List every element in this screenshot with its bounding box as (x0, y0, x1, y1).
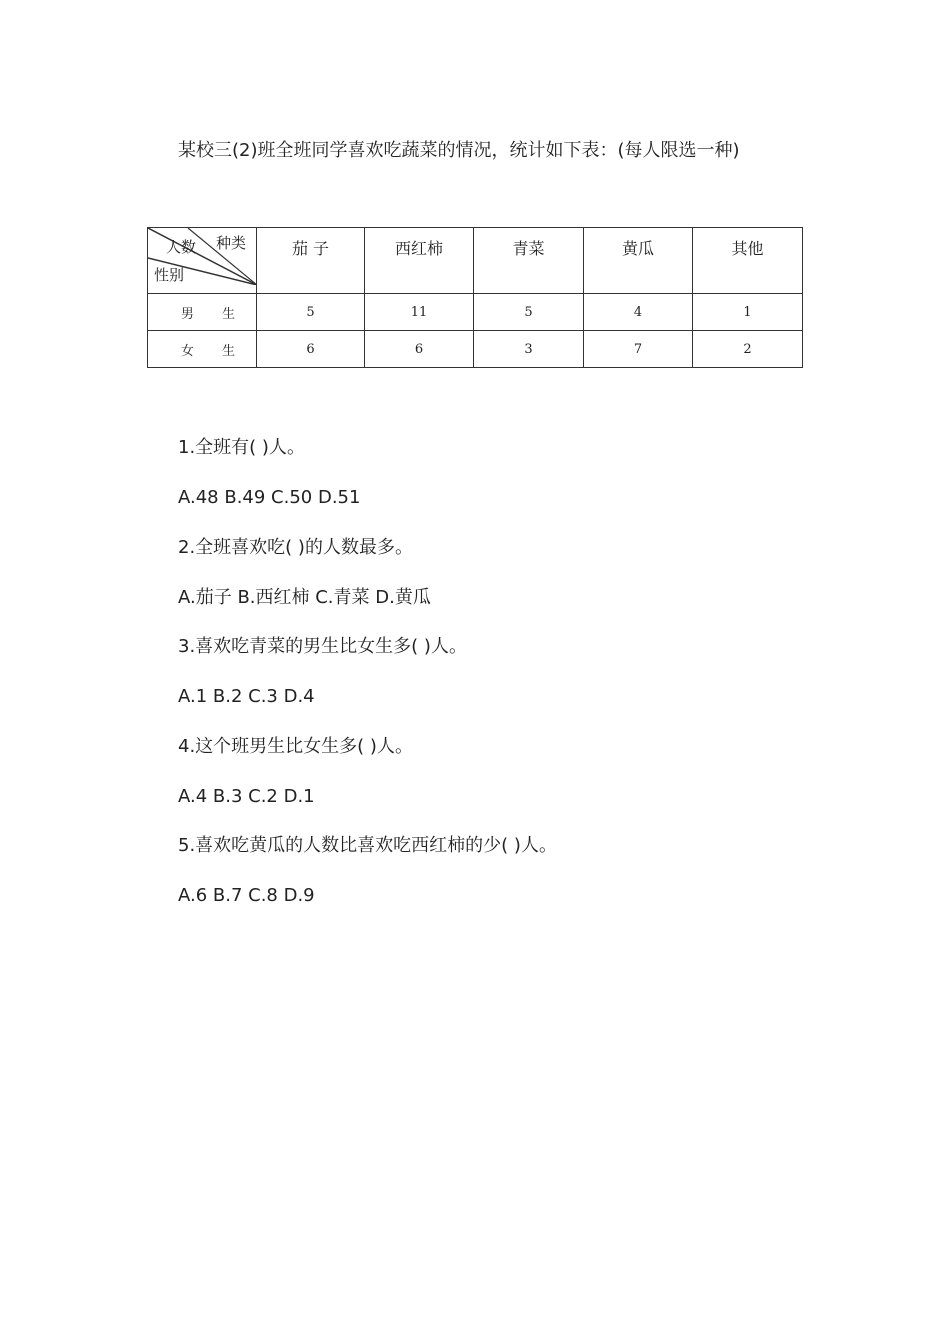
table-cell: 3 (474, 331, 584, 368)
question-4-options: A.4 B.3 C.2 D.1 (178, 786, 315, 807)
table-cell: 1 (693, 294, 803, 331)
table-cell: 5 (257, 294, 365, 331)
table-header-row (148, 228, 803, 294)
column-header: 茄 子 (257, 228, 365, 294)
question-1: 1.全班有( )人。 (178, 437, 305, 458)
question-4: 4.这个班男生比女生多( )人。 (178, 736, 413, 757)
table-cell: 6 (365, 331, 474, 368)
question-3: 3.喜欢吃青菜的男生比女生多( )人。 (178, 636, 467, 657)
column-header: 西红柿 (365, 228, 474, 294)
table-cell: 11 (365, 294, 474, 331)
column-header: 其他 (693, 228, 803, 294)
question-5: 5.喜欢吃黄瓜的人数比喜欢吃西红柿的少( )人。 (178, 835, 557, 856)
table-cell: 6 (257, 331, 365, 368)
table-cell: 4 (584, 294, 693, 331)
question-3-options: A.1 B.2 C.3 D.4 (178, 686, 315, 707)
question-5-options: A.6 B.7 C.8 D.9 (178, 885, 315, 906)
table-row (148, 331, 803, 368)
table-cell: 2 (693, 331, 803, 368)
corner-label-category: 种类 (215, 234, 246, 252)
corner-label-count: 人数 (166, 238, 197, 256)
table-cell: 5 (474, 294, 584, 331)
question-2: 2.全班喜欢吃( )的人数最多。 (178, 537, 413, 558)
question-2-options: A.茄子 B.西红柿 C.青菜 D.黄瓜 (178, 587, 431, 608)
stats-table (147, 227, 803, 368)
row-label: 男 生 (148, 294, 257, 331)
row-label: 女 生 (148, 331, 257, 368)
column-header: 黄瓜 (584, 228, 693, 294)
intro-text: 某校三(2)班全班同学喜欢吃蔬菜的情况，统计如下表：(每人限选一种) (178, 140, 740, 161)
corner-label-gender: 性别 (154, 266, 185, 284)
table-cell: 7 (584, 331, 693, 368)
table-row (148, 294, 803, 331)
column-header: 青菜 (474, 228, 584, 294)
table-corner-cell (148, 228, 257, 294)
stats-table-wrapper (147, 227, 802, 360)
question-1-options: A.48 B.49 C.50 D.51 (178, 487, 361, 508)
